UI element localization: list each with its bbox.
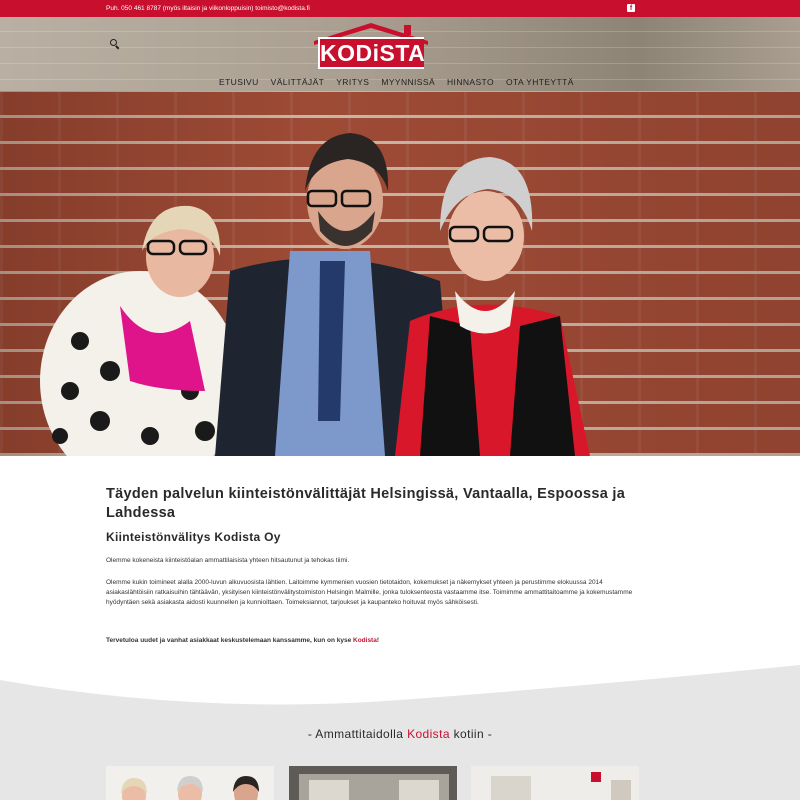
card-interior[interactable]	[471, 766, 639, 800]
contact-info[interactable]: Puh. 050 461 8787 (myös iltaisin ja viikonloppuisin) toimisto@kodista.fi	[106, 5, 310, 12]
intro-paragraph: Olemme kokeneista kiinteistöalan ammattilaisista yhteen hitsautunut ja tehokas tiimi.	[106, 557, 350, 564]
facebook-icon[interactable]: f	[627, 4, 635, 12]
search-icon[interactable]	[110, 39, 120, 49]
nav-item-etusivu[interactable]: ETUSIVU	[219, 77, 259, 87]
welcome-paragraph	[106, 636, 646, 646]
main-navigation	[219, 76, 580, 88]
welcome-text: Tervetuloa uudet ja vanhat asiakkaat keskustelemaan kanssamme, kun on kyse	[106, 637, 353, 644]
tagline-suffix: kotiin -	[449, 727, 493, 741]
tagline-brand: Kodista	[407, 727, 450, 741]
hero-section	[0, 17, 800, 456]
kodista-logo[interactable]	[308, 21, 434, 69]
nav-item-ota-yhteytta[interactable]: OTA YHTEYTTÄ	[505, 77, 574, 87]
nav-item-hinnasto[interactable]: HINNASTO	[447, 77, 494, 87]
section-tagline	[0, 726, 800, 742]
welcome-suffix: !	[376, 637, 380, 644]
company-name-heading: Kiinteistönvälitys Kodista Oy	[106, 530, 281, 544]
page-title: Täyden palvelun kiinteistönvälittäjät Helsingissä, Vantaalla, Espoossa ja Lahdessa	[106, 486, 626, 521]
team-photo	[0, 91, 800, 456]
card-team[interactable]	[106, 766, 274, 800]
welcome-brand: Kodista	[353, 637, 377, 644]
nav-item-yritys[interactable]: YRITYS	[336, 77, 370, 87]
top-contact-bar	[0, 0, 800, 17]
card-listings[interactable]	[289, 766, 457, 800]
history-paragraph: Olemme kukin toimineet alalla 2000-luvun alkuvuosista lähtien. Laitoimme kymmenien vuosien tietotaidon, kokemukset ja näkemykset yhteen ja perustimme elokuussa 2014 asiakaslähtöisiin ratkaisuihin tähtäävän, yksityisen kiinteistönvälitystoimiston Helsingin Malmille, jonka tuloksenteosta vastaamme itse. Toimimme ammattitaitoamme ja kokemustamme hyödyntäen sekä asiakasta aidosti kuunnellen ja kunnioittaen. Toimeksiannot, tarjoukset ja kaupanteko hoituvat myös sähköisesti.	[106, 579, 633, 606]
nav-item-myynnissa[interactable]: MYYNNISSÄ	[381, 77, 436, 87]
nav-item-valittajat[interactable]: VÄLITTÄJÄT	[270, 77, 325, 87]
team-member-left	[40, 206, 240, 456]
tagline-prefix: - Ammattitaidolla	[307, 727, 408, 741]
logo-wordmark: KODiSTA	[320, 40, 426, 66]
